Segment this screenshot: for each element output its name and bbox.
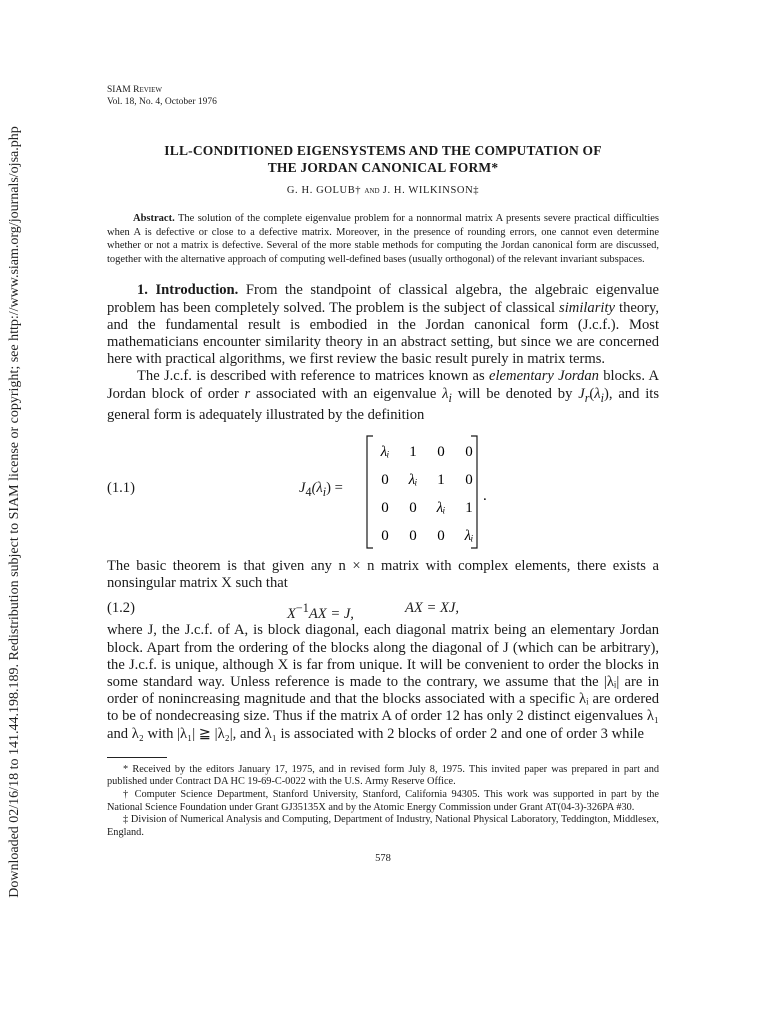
- matrix-cell: λᵢ: [380, 443, 390, 460]
- footnote-rule: [107, 757, 167, 758]
- footnote-golub: † Computer Science Department, Stanford University, Stanford, California 94305. This work was supported in part by the National Science Foundation under Grant GJ35135X and by the Atomic Energy Commission under Grant AT(04-3)-326PA #30.: [107, 788, 659, 813]
- matrix-cell: 0: [381, 527, 389, 544]
- title-line-2: THE JORDAN CANONICAL FORM*: [267, 160, 499, 175]
- jcf-text-f: ), and its general form is adequately illustrated by the definition: [107, 385, 659, 423]
- lambda-symbol: λ: [442, 385, 449, 402]
- matrix-trailing-period: .: [483, 487, 487, 504]
- jcf-text-d: will be denoted by: [457, 385, 573, 402]
- page-number: 578: [375, 853, 391, 865]
- abstract: [107, 212, 659, 266]
- order-r: r: [244, 385, 251, 402]
- footnote-received: * Received by the editors January 17, 1975, and in revised form July 8, 1975. This invited paper was prepared in part and published under Contract DA HC 19-69-C-0022 with the U.S. Army Reserve Office.: [107, 763, 659, 788]
- matrix-cell: 1: [465, 499, 473, 516]
- equation-label-1-2: (1.2): [107, 600, 135, 617]
- authors: [107, 185, 659, 196]
- matrix-cell: 0: [465, 443, 473, 460]
- author-golub: G. H. GOLUB†: [286, 185, 362, 196]
- lambda-sub: i: [448, 390, 452, 405]
- matrix-cell: λᵢ: [436, 499, 446, 516]
- matrix-cell: 0: [437, 443, 445, 460]
- intro-text-b: theory, and the fundamental result is embodied in the Jordan canonical form (J.c.f.). Most mathematicians encounter similarity theory in an abstract setting, but since we are concerned here with practical algorithms, we first review the basic result purely in matrix terms.: [107, 299, 660, 368]
- abstract-text: The solution of the complete eigenvalue problem for a nonnormal matrix A presents severe practical difficulties when A is defective or close to a defective matrix. Moreover, in the presence of rounding errors, one cannot even determine whether or not a matrix is defective. Several of the more stable methods for computing the Jordan canonical form are discussed, together with the alternative approach of computing well-defined bases (usually orthogonal) of the relevant invariant subspaces.: [107, 213, 659, 265]
- section-heading: 1. Introduction.: [137, 282, 239, 299]
- equation-label-1-1: (1.1): [107, 479, 135, 496]
- author-wilkinson: J. H. WILKINSON‡: [382, 185, 480, 196]
- body-text: [107, 282, 659, 742]
- eq2-inverse: −1: [295, 601, 309, 616]
- download-notice-text: Downloaded 02/16/18 to 141.44.198.189. Redistribution subject to SIAM license or copyright; see http://www.siam.org/journals/ojsa.php: [7, 126, 22, 898]
- jcf-text-a: The J.c.f. is described with reference to matrices known as: [137, 368, 485, 385]
- ordering-paragraph: where J, the J.c.f. of A, is block diagonal, each diagonal matrix being an elementary Jordan block. Apart from the ordering of the blocks along the diagonal of J (which can be arbitrary), the J.c.f. is unique, although X is far from unique. It will be convenient to order the blocks in some standard way. Unless reference is made to the contrary, we assume that the |λᵢ| are in order of nonincreasing magnitude and that the blocks associated with a specific λᵢ are ordered to be of nondecreasing size. Thus if the matrix A of order 12 has only 2 distinct eigenvalues λ₁ and λ₂ with |λ₁| ≧ |λ₂|, and λ₁ is associated with 2 blocks of order 2 and one of order 3 while: [107, 622, 659, 742]
- equation-1-2-body: [287, 600, 354, 623]
- basic-theorem-paragraph: The basic theorem is that given any n × n matrix with complex elements, there exists a nonsingular matrix X such that: [107, 557, 659, 592]
- eq2-alt: AX = XJ,: [405, 600, 460, 617]
- eq2-x: X: [287, 606, 296, 623]
- matrix-cell: 0: [409, 499, 417, 516]
- matrix-cell: λᵢ: [464, 527, 474, 544]
- matrix-cell: λᵢ: [408, 471, 418, 488]
- author-and: and: [364, 185, 380, 196]
- equation-1-2: [107, 596, 659, 622]
- paper-title: [107, 142, 659, 176]
- lhs-close: ) =: [326, 479, 343, 496]
- matrix-cells: [380, 444, 474, 544]
- journal-header: [107, 84, 659, 108]
- footnote-wilkinson: ‡ Division of Numerical Analysis and Computing, Department of Industry, National Physical Laboratory, Teddington, Middlesex, England.: [107, 814, 659, 838]
- paper-page: [107, 84, 659, 864]
- jordan-arg-sub: i: [600, 390, 605, 405]
- similarity-term: similarity: [559, 299, 615, 316]
- matrix-cell: 0: [381, 499, 389, 516]
- jordan-sub: r: [584, 390, 590, 405]
- title-line-1: ILL-CONDITIONED EIGENSYSTEMS AND THE COMPUTATION OF: [164, 143, 602, 158]
- paren-open: (: [589, 385, 595, 402]
- lhs-arg: (λ: [311, 479, 323, 496]
- download-notice-sidebar: [0, 0, 30, 1024]
- journal-name: SIAM Review: [107, 85, 163, 95]
- jcf-text-b: blocks. A Jordan block of order: [107, 368, 660, 402]
- eq2-similarity: AX = J,: [308, 606, 354, 623]
- matrix-cell: 1: [437, 471, 445, 488]
- matrix-cell: 0: [409, 527, 417, 544]
- left-bracket: [367, 436, 373, 548]
- journal-volume: Vol. 18, No. 4, October 1976: [107, 97, 217, 107]
- equation-1-1: [107, 432, 659, 552]
- lhs-arg-sub: i: [322, 484, 327, 499]
- jordan-arg-lambda: λ: [594, 385, 601, 402]
- jordan-symbol: J: [578, 385, 585, 402]
- abstract-label: Abstract.: [133, 213, 175, 224]
- jcf-paragraph: [107, 368, 659, 424]
- elementary-jordan-term: elementary Jordan: [489, 368, 599, 385]
- matrix-cell: 1: [409, 443, 417, 460]
- intro-paragraph: [107, 282, 659, 368]
- lhs-sub: 4: [305, 484, 312, 499]
- jordan-matrix: [359, 432, 499, 552]
- jcf-text-c: associated with an eigenvalue: [256, 385, 437, 402]
- matrix-cell: 0: [381, 471, 389, 488]
- matrix-cell: 0: [465, 471, 473, 488]
- matrix-cell: 0: [437, 527, 445, 544]
- lhs-J: J: [299, 479, 306, 496]
- intro-text-a: From the standpoint of classical algebra, the algebraic eigenvalue problem has been completely solved. The problem is the subject of classical: [107, 282, 659, 316]
- matrix-lhs: [299, 480, 343, 501]
